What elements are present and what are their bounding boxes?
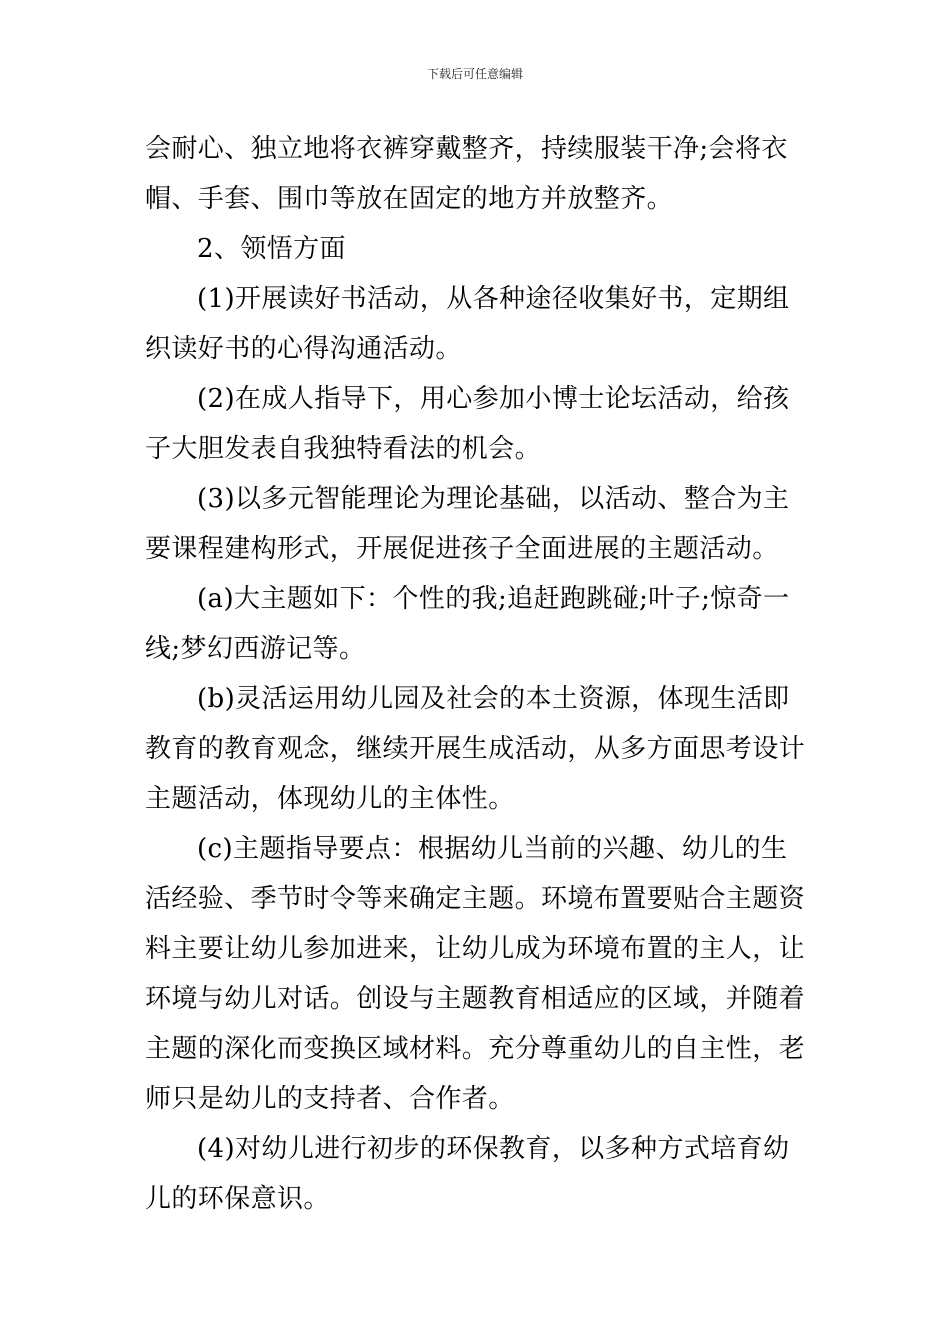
paragraph: (b)灵活运用幼儿园及社会的本土资源，体现生活即教育的教育观念，继续开展生成活动，从多方面思考设计主题活动，体现幼儿的主体性。 <box>145 684 806 814</box>
paragraph: (3)以多元智能理论为理论基础，以活动、整合为主要课程建构形式，开展促进孩子全面进展的主题活动。 <box>145 484 790 564</box>
section-heading: 2、领悟方面 <box>197 234 346 264</box>
paragraph: (1)开展读好书活动，从各种途径收集好书，定期组织读好书的心得沟通活动。 <box>145 284 790 364</box>
paragraph: (4)对幼儿进行初步的环保教育，以多种方式培育幼儿的环保意识。 <box>145 1134 790 1214</box>
document-body <box>145 124 813 1224</box>
page-header: 下载后可任意编辑 <box>426 67 523 81</box>
paragraph: (a)大主题如下：个性的我;追赶跑跳碰;叶子;惊奇一线;梦幻西游记等。 <box>145 584 790 664</box>
paragraph: (c)主题指导要点：根据幼儿当前的兴趣、幼儿的生活经验、季节时令等来确定主题。环境布置要贴合主题资料主要让幼儿参加进来，让幼儿成为环境布置的主人，让环境与幼儿对话。创设与主题教育相适应的区域，并随着主题的深化而变换区域材料。充分尊重幼儿的自主性，老师只是幼儿的支持者、合作者。 <box>145 834 806 1114</box>
paragraph: (2)在成人指导下，用心参加小博士论坛活动，给孩子大胆发表自我独特看法的机会。 <box>145 384 790 464</box>
paragraph: 会耐心、独立地将衣裤穿戴整齐，持续服装干净;会将衣帽、手套、围巾等放在固定的地方并放整齐。 <box>145 134 788 214</box>
